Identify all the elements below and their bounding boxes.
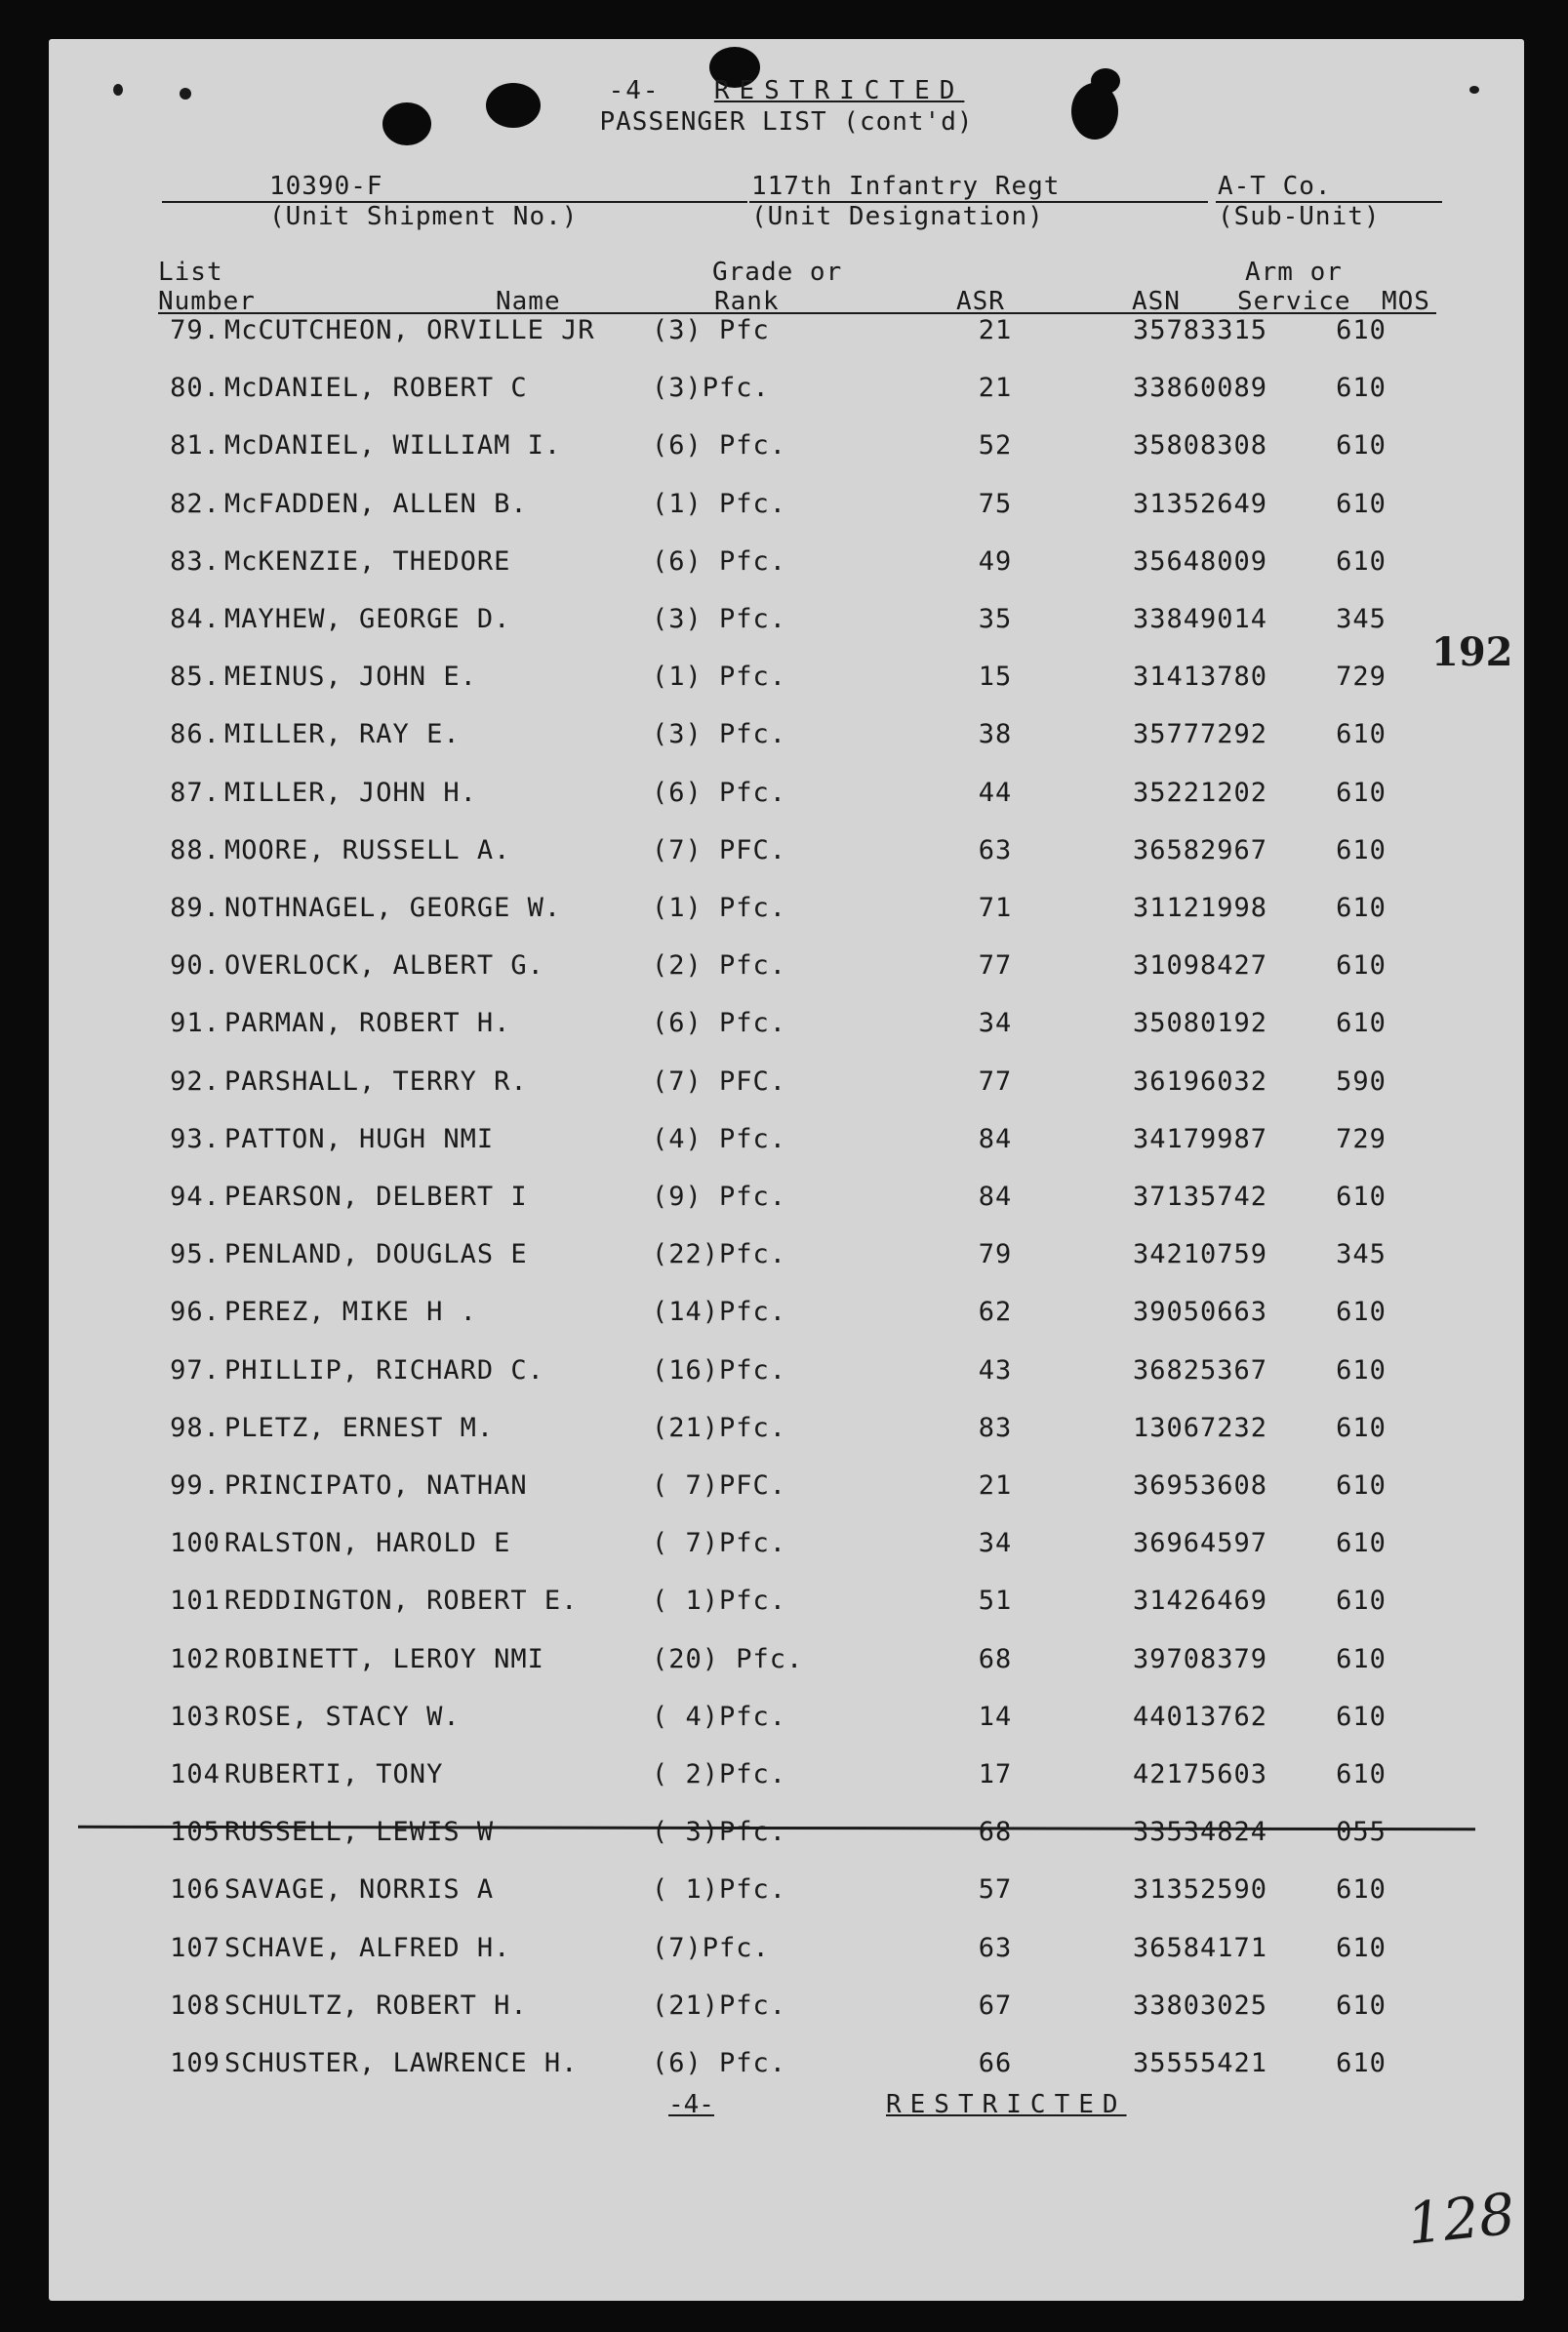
asn-cell: 31352649 [1132,488,1268,519]
handwritten-number: 128 [1403,2180,1518,2258]
name-cell: PATTON, HUGH NMI [224,1123,495,1154]
table-row [49,1239,1524,1278]
grade-cell: (1) Pfc. [652,893,787,923]
name-cell: RALSTON, HAROLD E [224,1528,511,1559]
grade-cell: (1) Pfc. [652,488,787,519]
mos-cell: 610 [1336,1008,1387,1039]
sub-unit-field [1216,172,1442,230]
mos-cell: 610 [1336,950,1387,982]
col-list-number-line1: List [158,258,223,287]
name-cell: McFADDEN, ALLEN B. [224,488,528,519]
name-cell: PENLAND, DOUGLAS E [224,1239,528,1270]
list-number-cell: 105 [170,1817,221,1848]
grade-cell: (21)Pfc. [652,1412,787,1443]
mos-cell: 610 [1336,719,1387,750]
table-row [49,2048,1524,2087]
mos-cell: 345 [1336,604,1387,634]
asn-cell: 33534824 [1132,1817,1268,1848]
asn-cell: 31098427 [1132,950,1268,982]
asn-cell: 33860089 [1132,373,1268,404]
asn-cell: 35555421 [1132,2048,1268,2078]
grade-cell: (14)Pfc. [652,1297,787,1328]
asr-cell: 63 [978,1932,1013,1963]
asr-cell: 51 [978,1586,1013,1617]
asn-cell: 31426469 [1132,1586,1268,1617]
unit-designation: 117th Infantry Regt [749,172,1208,203]
asr-cell: 77 [978,1065,1013,1097]
asr-cell: 52 [978,430,1013,462]
mos-cell: 610 [1336,893,1387,923]
asn-cell: 36953608 [1132,1470,1268,1501]
mos-cell: 610 [1336,1874,1387,1906]
asn-cell: 31413780 [1132,662,1268,693]
restricted-label: RESTRICTED [713,76,965,105]
asr-cell: 62 [978,1297,1013,1328]
name-cell: OVERLOCK, ALBERT G. [224,950,544,982]
grade-cell: (3)Pfc. [652,373,770,404]
asr-cell: 84 [978,1182,1013,1212]
list-number-cell: 83. [170,545,221,577]
table-row [49,1008,1524,1047]
grade-cell: (6) Pfc. [652,430,787,462]
asr-cell: 34 [978,1008,1013,1039]
table-row [49,1817,1524,1856]
document-page [49,39,1524,2301]
asn-cell: 35783315 [1132,315,1268,345]
list-number-cell: 102 [170,1643,221,1674]
mos-cell: 610 [1336,1528,1387,1559]
grade-cell: ( 1)Pfc. [652,1874,787,1906]
name-cell: ROBINETT, LEROY NMI [224,1643,544,1674]
list-number-cell: 88. [170,834,221,865]
table-row [49,1702,1524,1741]
col-list-number [158,258,256,316]
table-row [49,373,1524,412]
grade-cell: ( 1)Pfc. [652,1586,787,1617]
asr-cell: 83 [978,1412,1013,1443]
list-number-cell: 94. [170,1182,221,1212]
list-number-cell: 89. [170,893,221,923]
name-cell: PARMAN, ROBERT H. [224,1008,511,1039]
grade-cell: (3) Pfc [652,315,770,345]
asn-cell: 35648009 [1132,545,1268,577]
grade-cell: (6) Pfc. [652,1008,787,1039]
asr-cell: 35 [978,604,1013,634]
table-row [49,1066,1524,1106]
mos-cell: 610 [1336,2048,1387,2078]
table-row [49,950,1524,989]
list-number-cell: 108 [170,1990,221,2021]
col-arm-line2: Service [1237,287,1351,316]
col-arm-line1: Arm or [1245,258,1343,287]
list-number-cell: 103 [170,1701,221,1732]
list-number-cell: 101 [170,1586,221,1617]
list-number-cell: 104 [170,1759,221,1789]
asr-cell: 66 [978,2048,1013,2078]
table-row [49,1990,1524,2030]
list-number-cell: 90. [170,950,221,982]
mos-cell: 610 [1336,834,1387,865]
mos-cell: 610 [1336,545,1387,577]
grade-cell: (4) Pfc. [652,1123,787,1154]
table-row [49,1759,1524,1798]
unit-shipment-caption: (Unit Shipment No.) [269,202,579,231]
name-cell: McDANIEL, ROBERT C [224,373,528,404]
name-cell: SCHAVE, ALFRED H. [224,1932,511,1963]
name-cell: PEREZ, MIKE H . [224,1297,477,1328]
table-row [49,1297,1524,1336]
table-row [49,604,1524,643]
table-row [49,778,1524,817]
asn-cell: 34210759 [1132,1239,1268,1270]
table-row [49,835,1524,874]
col-asn-label: ASN [1132,287,1181,316]
col-list-number-line2: Number [158,287,256,316]
name-cell: MILLER, RAY E. [224,719,461,750]
table-row [49,1182,1524,1221]
mos-cell: 610 [1336,373,1387,404]
table-row [49,1644,1524,1683]
name-cell: ROSE, STACY W. [224,1701,461,1732]
asn-cell: 39708379 [1132,1643,1268,1674]
grade-cell: (3) Pfc. [652,604,787,634]
asn-cell: 37135742 [1132,1182,1268,1212]
table-row [49,315,1524,354]
mos-cell: 055 [1336,1817,1387,1848]
name-cell: RUSSELL, LEWIS W [224,1817,495,1848]
name-cell: SCHUSTER, LAWRENCE H. [224,2048,579,2078]
mos-cell: 610 [1336,1586,1387,1617]
col-arm-service [1237,258,1351,316]
asr-cell: 71 [978,893,1013,923]
unit-shipment-field [162,172,747,230]
mos-cell: 610 [1336,1759,1387,1789]
grade-cell: (21)Pfc. [652,1990,787,2021]
table-row [49,489,1524,528]
col-grade-line1: Grade or [712,258,843,287]
asn-cell: 42175603 [1132,1759,1268,1789]
asn-cell: 35777292 [1132,719,1268,750]
name-cell: McDANIEL, WILLIAM I. [224,430,562,462]
sub-unit-caption: (Sub-Unit) [1218,202,1381,231]
mos-cell: 610 [1336,1643,1387,1674]
table-row [49,893,1524,932]
page-title: PASSENGER LIST (cont'd) [599,107,974,137]
name-cell: PRINCIPATO, NATHAN [224,1470,528,1501]
document-header [49,76,1524,105]
asn-cell: 31121998 [1132,893,1268,923]
list-number-cell: 87. [170,777,221,808]
name-cell: RUBERTI, TONY [224,1759,444,1789]
footer-page-number: -4- [668,2090,714,2119]
name-cell: MAYHEW, GEORGE D. [224,604,511,634]
grade-cell: ( 4)Pfc. [652,1701,787,1732]
sub-unit: A-T Co. [1216,172,1442,203]
mos-cell: 610 [1336,1701,1387,1732]
list-number-cell: 109 [170,2048,221,2078]
asn-cell: 33849014 [1132,604,1268,634]
asr-cell: 44 [978,777,1013,808]
unit-designation-field [749,172,1208,230]
grade-cell: (16)Pfc. [652,1354,787,1386]
grade-cell: (6) Pfc. [652,2048,787,2078]
asn-cell: 36825367 [1132,1354,1268,1386]
asr-cell: 38 [978,719,1013,750]
asn-cell: 44013762 [1132,1701,1268,1732]
footer-restricted: RESTRICTED [886,2090,1127,2119]
name-cell: McCUTCHEON, ORVILLE JR [224,315,595,345]
asn-cell: 36964597 [1132,1528,1268,1559]
list-number-cell: 96. [170,1297,221,1328]
list-number-cell: 82. [170,488,221,519]
list-number-cell: 107 [170,1932,221,1963]
list-number-cell: 81. [170,430,221,462]
asr-cell: 43 [978,1354,1013,1386]
name-cell: McKENZIE, THEDORE [224,545,511,577]
col-name-label: Name [496,287,561,316]
grade-cell: (7) PFC. [652,1065,787,1097]
mos-cell: 610 [1336,488,1387,519]
list-number-cell: 85. [170,662,221,693]
table-row [49,1355,1524,1394]
grade-cell: (2) Pfc. [652,950,787,982]
grade-cell: (6) Pfc. [652,545,787,577]
col-mos-label: MOS [1382,287,1430,316]
list-number-cell: 98. [170,1412,221,1443]
list-number-cell: 91. [170,1008,221,1039]
table-row [49,662,1524,701]
name-cell: REDDINGTON, ROBERT E. [224,1586,579,1617]
name-cell: NOTHNAGEL, GEORGE W. [224,893,562,923]
table-row [49,1586,1524,1625]
asn-cell: 39050663 [1132,1297,1268,1328]
grade-cell: (9) Pfc. [652,1182,787,1212]
asn-cell: 35080192 [1132,1008,1268,1039]
asn-cell: 34179987 [1132,1123,1268,1154]
grade-cell: ( 7)Pfc. [652,1528,787,1559]
table-row [49,546,1524,585]
name-cell: SCHULTZ, ROBERT H. [224,1990,528,2021]
asr-cell: 21 [978,315,1013,345]
list-number-cell: 79. [170,315,221,345]
asn-cell: 36196032 [1132,1065,1268,1097]
col-asr-label: ASR [956,287,1005,316]
mos-cell: 610 [1336,1182,1387,1212]
table-row [49,430,1524,469]
list-number-cell: 92. [170,1065,221,1097]
list-number-cell: 100 [170,1528,221,1559]
mos-cell: 590 [1336,1065,1387,1097]
list-number-cell: 86. [170,719,221,750]
name-cell: PHILLIP, RICHARD C. [224,1354,544,1386]
asn-cell: 35808308 [1132,430,1268,462]
asr-cell: 67 [978,1990,1013,2021]
asr-cell: 68 [978,1817,1013,1848]
list-number-cell: 106 [170,1874,221,1906]
list-number-cell: 99. [170,1470,221,1501]
list-number-cell: 97. [170,1354,221,1386]
name-cell: MEINUS, JOHN E. [224,662,477,693]
mos-cell: 610 [1336,1932,1387,1963]
mos-cell: 610 [1336,777,1387,808]
asr-cell: 79 [978,1239,1013,1270]
asr-cell: 14 [978,1701,1013,1732]
asr-cell: 21 [978,373,1013,404]
unit-shipment-no: 10390-F [162,172,747,203]
asr-cell: 49 [978,545,1013,577]
asn-cell: 31352590 [1132,1874,1268,1906]
mos-cell: 345 [1336,1239,1387,1270]
mos-cell: 610 [1336,1297,1387,1328]
mos-cell: 610 [1336,1470,1387,1501]
list-number-cell: 84. [170,604,221,634]
grade-cell: ( 2)Pfc. [652,1759,787,1789]
page-stamp: 192 [1431,629,1513,675]
mos-cell: 610 [1336,1990,1387,2021]
grade-cell: ( 7)PFC. [652,1470,787,1501]
asr-cell: 75 [978,488,1013,519]
mos-cell: 729 [1336,662,1387,693]
asr-cell: 17 [978,1759,1013,1789]
table-row [49,1413,1524,1452]
asn-cell: 36584171 [1132,1932,1268,1963]
asr-cell: 57 [978,1874,1013,1906]
asr-cell: 68 [978,1643,1013,1674]
asn-cell: 36582967 [1132,834,1268,865]
asn-cell: 35221202 [1132,777,1268,808]
mos-cell: 610 [1336,430,1387,462]
name-cell: SAVAGE, NORRIS A [224,1874,495,1906]
name-cell: MILLER, JOHN H. [224,777,477,808]
asr-cell: 21 [978,1470,1013,1501]
grade-cell: (22)Pfc. [652,1239,787,1270]
table-row [49,1874,1524,1913]
table-row [49,719,1524,758]
table-row [49,1124,1524,1163]
header-rule [158,312,1436,314]
mos-cell: 610 [1336,315,1387,345]
col-grade [712,258,842,316]
mos-cell: 610 [1336,1412,1387,1443]
asn-cell: 33803025 [1132,1990,1268,2021]
grade-cell: ( 3)Pfc. [652,1817,787,1848]
mos-cell: 729 [1336,1123,1387,1154]
asr-cell: 15 [978,662,1013,693]
grade-cell: (1) Pfc. [652,662,787,693]
col-grade-line2: Rank [714,287,780,316]
asr-cell: 63 [978,834,1013,865]
list-number-cell: 93. [170,1123,221,1154]
table-row [49,1933,1524,1972]
name-cell: PEARSON, DELBERT I [224,1182,528,1212]
asn-cell: 13067232 [1132,1412,1268,1443]
asr-cell: 77 [978,950,1013,982]
page-marker: -4- [608,76,661,105]
grade-cell: (20) Pfc. [652,1643,804,1674]
unit-designation-caption: (Unit Designation) [751,202,1044,231]
mos-cell: 610 [1336,1354,1387,1386]
list-number-cell: 95. [170,1239,221,1270]
name-cell: PLETZ, ERNEST M. [224,1412,495,1443]
table-row [49,1528,1524,1567]
table-row [49,1470,1524,1509]
grade-cell: (7)Pfc. [652,1932,770,1963]
list-number-cell: 80. [170,373,221,404]
name-cell: MOORE, RUSSELL A. [224,834,511,865]
asr-cell: 84 [978,1123,1013,1154]
grade-cell: (6) Pfc. [652,777,787,808]
grade-cell: (3) Pfc. [652,719,787,750]
grade-cell: (7) PFC. [652,834,787,865]
asr-cell: 34 [978,1528,1013,1559]
name-cell: PARSHALL, TERRY R. [224,1065,528,1097]
